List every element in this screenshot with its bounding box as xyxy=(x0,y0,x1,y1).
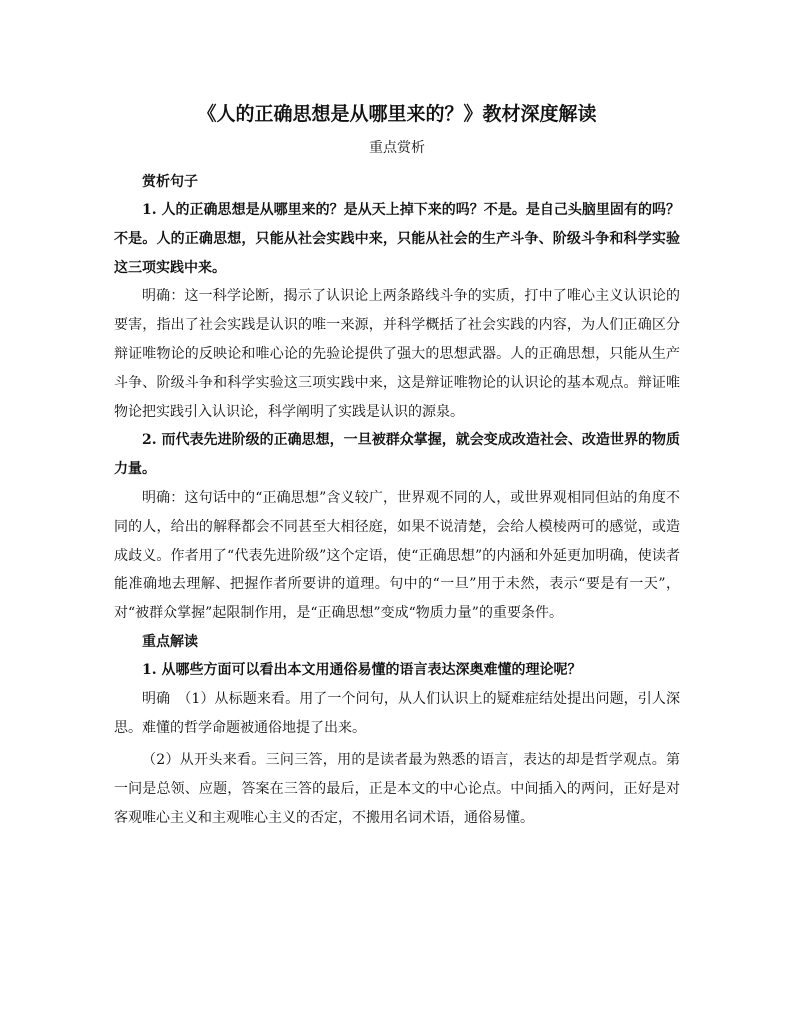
answer-1: 明确：这一科学论断，揭示了认识论上两条路线斗争的实质，打中了唯心主义认识论的要害，指出了社会实践是认识的唯一来源，并科学概括了社会实践的内容，为人们正确区分辩证唯物论的反映论和唯心论的先验论提供了强大的思想武器。人的正确思想，只能从生产斗争、阶级斗争和科学实验这三项实践中来，这是辩证唯物论的认识论的基本观点。辩证唯物论把实践引入认识论，科学阐明了实践是认识的源泉。 xyxy=(114,288,680,420)
key-answer-1: 明确 （1）从标题来看。用了一个问句，从人们认识上的疑难症结处提出问题，引人深思。难懂的哲学命题被通俗地提了出来。 xyxy=(114,690,680,736)
question-1: 1. 人的正确思想是从哪里来的？是从天上掉下来的吗？不是。是自己头脑里固有的吗？不是。人的正确思想，只能从社会实践中来，只能从社会的生产斗争、阶级斗争和科学实验这三项实践中来。 xyxy=(114,202,680,276)
key-question-1: 1. 从哪些方面可以看出本文用通俗易懂的语言表达深奥难懂的理论呢？ xyxy=(142,661,582,678)
question-2: 2. 而代表先进阶级的正确思想，一旦被群众掌握，就会变成改造社会、改造世界的物质力量。 xyxy=(114,432,680,478)
document-subtitle: 重点赏析 xyxy=(369,140,425,156)
section-label-appreciation: 赏析句子 xyxy=(142,174,198,190)
document-body xyxy=(114,100,680,833)
section-label-key-reading: 重点解读 xyxy=(142,633,198,650)
document-title: 《人的正确思想是从哪里来的？》教材深度解读 xyxy=(197,103,597,125)
answer-2: 明确：这句话中的“正确思想”含义较广，世界观不同的人，或世界观相同但站的角度不同的人，给出的解释都会不同甚至大相径庭，如果不说清楚，会给人模棱两可的感觉，或造成歧义。作者用了“代表先进阶级”这个定语，使“正确思想”的内涵和外延更加明确，使读者能准确地去理解、把握作者所要讲的道理。句中的“一旦”用于未然，表示“要是有一天”，对“被群众掌握”起限制作用，是“正确思想”变成“物质力量”的重要条件。 xyxy=(114,489,680,622)
key-answer-2: （2）从开头来看。三问三答，用的是读者最为熟悉的语言，表达的却是哲学观点。第一问是总领、应题，答案在三答的最后，正是本文的中心论点。中间插入的两问，正好是对客观唯心主义和主观唯心主义的否定，不搬用名词术语，通俗易懂。 xyxy=(114,752,680,826)
